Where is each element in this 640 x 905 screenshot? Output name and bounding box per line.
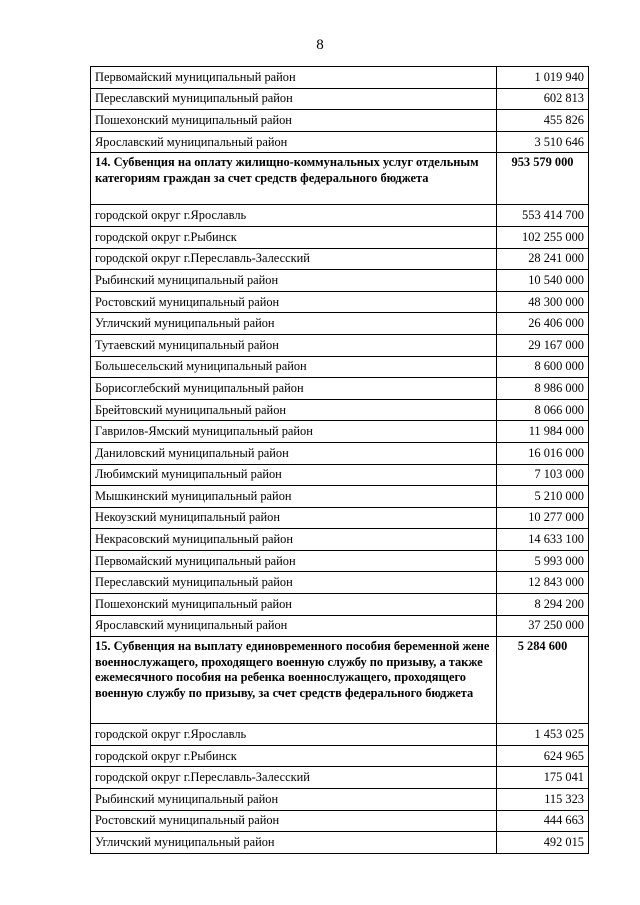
table-row: [91, 442, 589, 464]
amount-value: 492 015: [497, 832, 589, 854]
table-row: [91, 270, 589, 292]
recipient-name: Угличский муниципальный район: [91, 832, 497, 854]
table-row: [91, 67, 589, 89]
table-row: [91, 226, 589, 248]
amount-value: 8 600 000: [497, 356, 589, 378]
recipient-name: Рыбинский муниципальный район: [91, 789, 497, 811]
table-row: [91, 88, 589, 110]
table-row: [91, 334, 589, 356]
amount-value: 8 294 200: [497, 594, 589, 616]
table-row: [91, 615, 589, 637]
table-row: [91, 110, 589, 132]
table-row: [91, 745, 589, 767]
table-body: [91, 67, 589, 854]
recipient-name: Гаврилов-Ямский муниципальный район: [91, 421, 497, 443]
amount-value: 444 663: [497, 810, 589, 832]
amount-value: 455 826: [497, 110, 589, 132]
amount-value: 3 510 646: [497, 131, 589, 153]
amount-value: 37 250 000: [497, 615, 589, 637]
amount-value: 1 453 025: [497, 724, 589, 746]
recipient-name: Переславский муниципальный район: [91, 572, 497, 594]
recipient-name: городской округ г.Рыбинск: [91, 226, 497, 248]
recipient-name: Мышкинский муниципальный район: [91, 486, 497, 508]
table-row: [91, 810, 589, 832]
amount-value: 602 813: [497, 88, 589, 110]
table-row: [91, 767, 589, 789]
recipient-name: Любимский муниципальный район: [91, 464, 497, 486]
recipient-name: городской округ г.Ярославль: [91, 205, 497, 227]
amount-value: 12 843 000: [497, 572, 589, 594]
recipient-name: городской округ г.Ярославль: [91, 724, 497, 746]
table-row: [91, 789, 589, 811]
amount-value: 553 414 700: [497, 205, 589, 227]
amount-value: 1 019 940: [497, 67, 589, 89]
table-row: [91, 572, 589, 594]
recipient-name: Ярославский муниципальный район: [91, 131, 497, 153]
amount-value: 28 241 000: [497, 248, 589, 270]
amount-value: 624 965: [497, 745, 589, 767]
table-row: [91, 356, 589, 378]
recipient-name: Даниловский муниципальный район: [91, 442, 497, 464]
recipient-name: городской округ г.Переславль-Залесский: [91, 248, 497, 270]
amount-value: 26 406 000: [497, 313, 589, 335]
recipient-name: городской округ г.Рыбинск: [91, 745, 497, 767]
recipient-name: Переславский муниципальный район: [91, 88, 497, 110]
table-row: [91, 529, 589, 551]
amount-value: 14 633 100: [497, 529, 589, 551]
recipient-name: Брейтовский муниципальный район: [91, 399, 497, 421]
amount-value: 10 540 000: [497, 270, 589, 292]
table-row: [91, 205, 589, 227]
section-total: 953 579 000: [497, 153, 589, 205]
table-row: [91, 486, 589, 508]
table-row: [91, 832, 589, 854]
recipient-name: Первомайский муниципальный район: [91, 67, 497, 89]
table-row: [91, 378, 589, 400]
table-row: [91, 594, 589, 616]
recipient-name: Первомайский муниципальный район: [91, 550, 497, 572]
section-header-row: [91, 153, 589, 205]
table-row: [91, 313, 589, 335]
recipient-name: Борисоглебский муниципальный район: [91, 378, 497, 400]
amount-value: 16 016 000: [497, 442, 589, 464]
amount-value: 115 323: [497, 789, 589, 811]
table-row: [91, 464, 589, 486]
amount-value: 8 986 000: [497, 378, 589, 400]
recipient-name: Ярославский муниципальный район: [91, 615, 497, 637]
recipient-name: Тутаевский муниципальный район: [91, 334, 497, 356]
section-title: 15. Субвенция на выплату единовременного пособия беременной жене военнослужащего, проходящего военную службу по призыву, а также ежемесячного пособия на ребенка военнослужащего, проходящего военную службу по призыву, за счет средств федерального бюджета: [91, 637, 497, 724]
recipient-name: Ростовский муниципальный район: [91, 291, 497, 313]
section-title: 14. Субвенция на оплату жилищно-коммунальных услуг отдельным категориям граждан за счет средств федерального бюджета: [91, 153, 497, 205]
section-total: 5 284 600: [497, 637, 589, 724]
table-row: [91, 507, 589, 529]
amount-value: 10 277 000: [497, 507, 589, 529]
recipient-name: Ростовский муниципальный район: [91, 810, 497, 832]
recipient-name: Пошехонский муниципальный район: [91, 110, 497, 132]
recipient-name: Большесельский муниципальный район: [91, 356, 497, 378]
table-row: [91, 550, 589, 572]
table-row: [91, 399, 589, 421]
table-row: [91, 421, 589, 443]
recipient-name: Пошехонский муниципальный район: [91, 594, 497, 616]
recipient-name: Рыбинский муниципальный район: [91, 270, 497, 292]
recipient-name: Некоузский муниципальный район: [91, 507, 497, 529]
page-number: 8: [316, 37, 324, 53]
amount-value: 7 103 000: [497, 464, 589, 486]
amount-value: 102 255 000: [497, 226, 589, 248]
amount-value: 5 210 000: [497, 486, 589, 508]
recipient-name: Угличский муниципальный район: [91, 313, 497, 335]
table-row: [91, 131, 589, 153]
table-row: [91, 724, 589, 746]
subvention-table: [90, 66, 589, 854]
section-header-row: [91, 637, 589, 724]
amount-value: 11 984 000: [497, 421, 589, 443]
amount-value: 48 300 000: [497, 291, 589, 313]
amount-value: 175 041: [497, 767, 589, 789]
amount-value: 5 993 000: [497, 550, 589, 572]
table-row: [91, 248, 589, 270]
recipient-name: Некрасовский муниципальный район: [91, 529, 497, 551]
recipient-name: городской округ г.Переславль-Залесский: [91, 767, 497, 789]
amount-value: 29 167 000: [497, 334, 589, 356]
amount-value: 8 066 000: [497, 399, 589, 421]
table-row: [91, 291, 589, 313]
